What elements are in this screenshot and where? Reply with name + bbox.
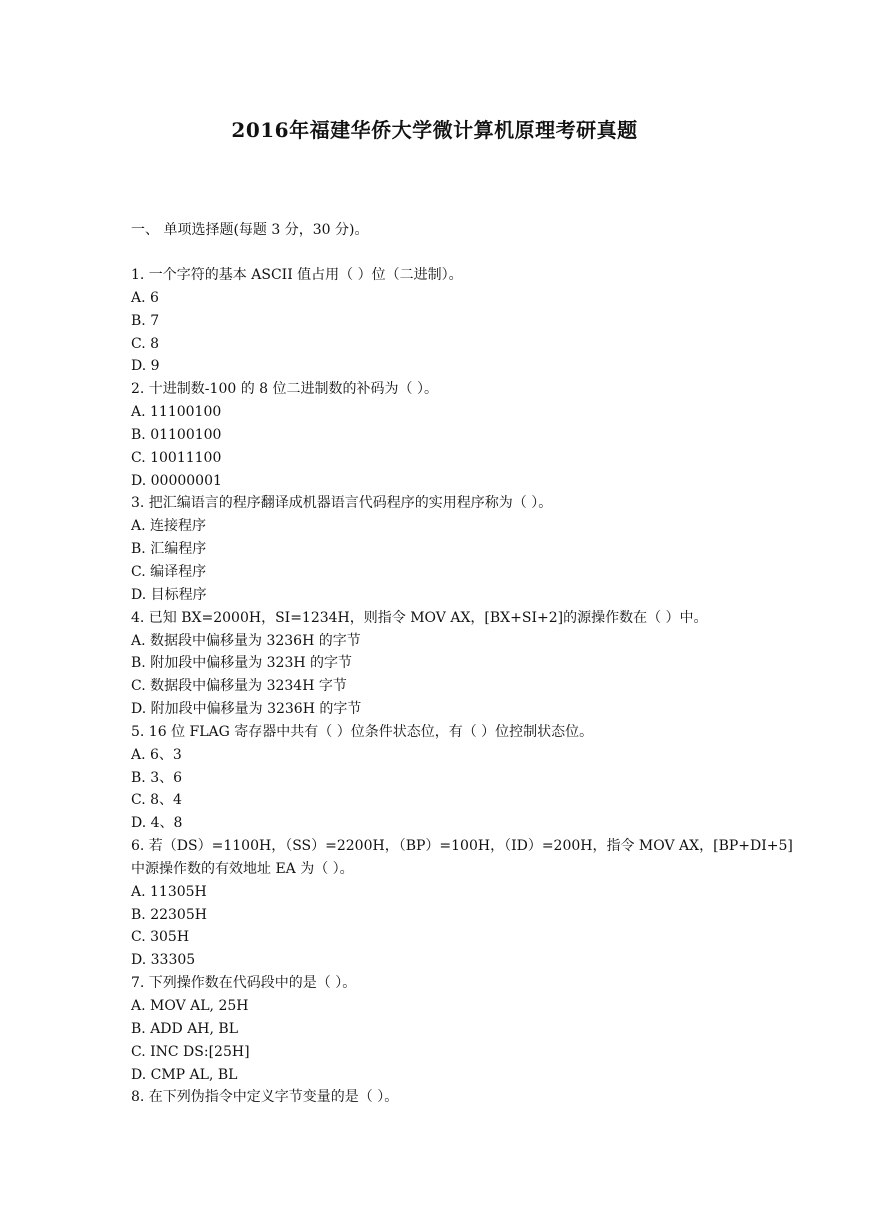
answer-option: C. 数据段中偏移量为 3234H 字节 <box>131 678 347 695</box>
answer-option: D. 4、8 <box>131 815 183 832</box>
answer-option: C. 305H <box>131 929 190 946</box>
answer-option: A. 6、3 <box>131 746 182 763</box>
answer-option: D. 附加段中偏移量为 3236H 的字节 <box>131 701 362 718</box>
answer-option: A. 11305H <box>131 883 207 900</box>
section-heading: 一、 单项选择题(每题 3 分，30 分)。 <box>131 222 369 238</box>
answer-option: C. 8 <box>131 335 160 352</box>
answer-option: C. INC DS:[25H] <box>131 1043 250 1060</box>
answer-option: B. ADD AH, BL <box>131 1020 239 1037</box>
answer-option: A. 数据段中偏移量为 3236H 的字节 <box>131 632 361 649</box>
answer-option: C. 编译程序 <box>131 563 207 580</box>
answer-option: D. CMP AL, BL <box>131 1066 238 1083</box>
answer-option: B. 汇编程序 <box>131 541 207 558</box>
answer-option: B. 7 <box>131 312 160 329</box>
question-text: 5. 16 位 FLAG 寄存器中共有（ ）位条件状态位，有（ ）位控制状态位。 <box>131 723 594 740</box>
answer-option: C. 8、4 <box>131 792 182 809</box>
answer-option: A. 6 <box>131 289 159 306</box>
question-text: 6. 若（DS）=1100H，（SS）=2200H，（BP）=100H，（ID）=200H，指令 MOV AX，[BP+DI+5] <box>131 838 793 855</box>
answer-option: A. 11100100 <box>131 404 222 421</box>
answer-option: D. 目标程序 <box>131 586 207 603</box>
answer-option: D. 00000001 <box>131 472 222 489</box>
answer-option: B. 3、6 <box>131 769 183 786</box>
question-list <box>131 264 793 1109</box>
answer-option: D. 33305 <box>131 952 196 969</box>
question-text: 2. 十进制数-100 的 8 位二进制数的补码为（ ）。 <box>131 381 438 398</box>
question-text: 3. 把汇编语言的程序翻译成机器语言代码程序的实用程序称为（ ）。 <box>131 495 553 512</box>
question-text: 4. 已知 BX=2000H，SI=1234H，则指令 MOV AX，[BX+SI+2]的源操作数在（ ）中。 <box>131 609 708 626</box>
question-text: 1. 一个字符的基本 ASCII 值占用（ ）位（二进制）。 <box>131 267 463 283</box>
answer-option: A. MOV AL, 25H <box>131 998 249 1014</box>
answer-option: C. 10011100 <box>131 449 222 466</box>
question-text: 8. 在下列伪指令中定义字节变量的是（ ）。 <box>131 1089 399 1106</box>
question-text: 7. 下列操作数在代码段中的是（ ）。 <box>131 975 357 992</box>
answer-option: B. 附加段中偏移量为 323H 的字节 <box>131 655 353 672</box>
answer-option: B. 22305H <box>131 906 207 923</box>
answer-option: B. 01100100 <box>131 426 222 443</box>
document-title: 2016年福建华侨大学微计算机原理考研真题 <box>231 118 638 142</box>
answer-option: A. 连接程序 <box>131 518 207 535</box>
question-text: 中源操作数的有效地址 EA 为（ ）。 <box>131 860 354 877</box>
answer-option: D. 9 <box>131 358 160 375</box>
